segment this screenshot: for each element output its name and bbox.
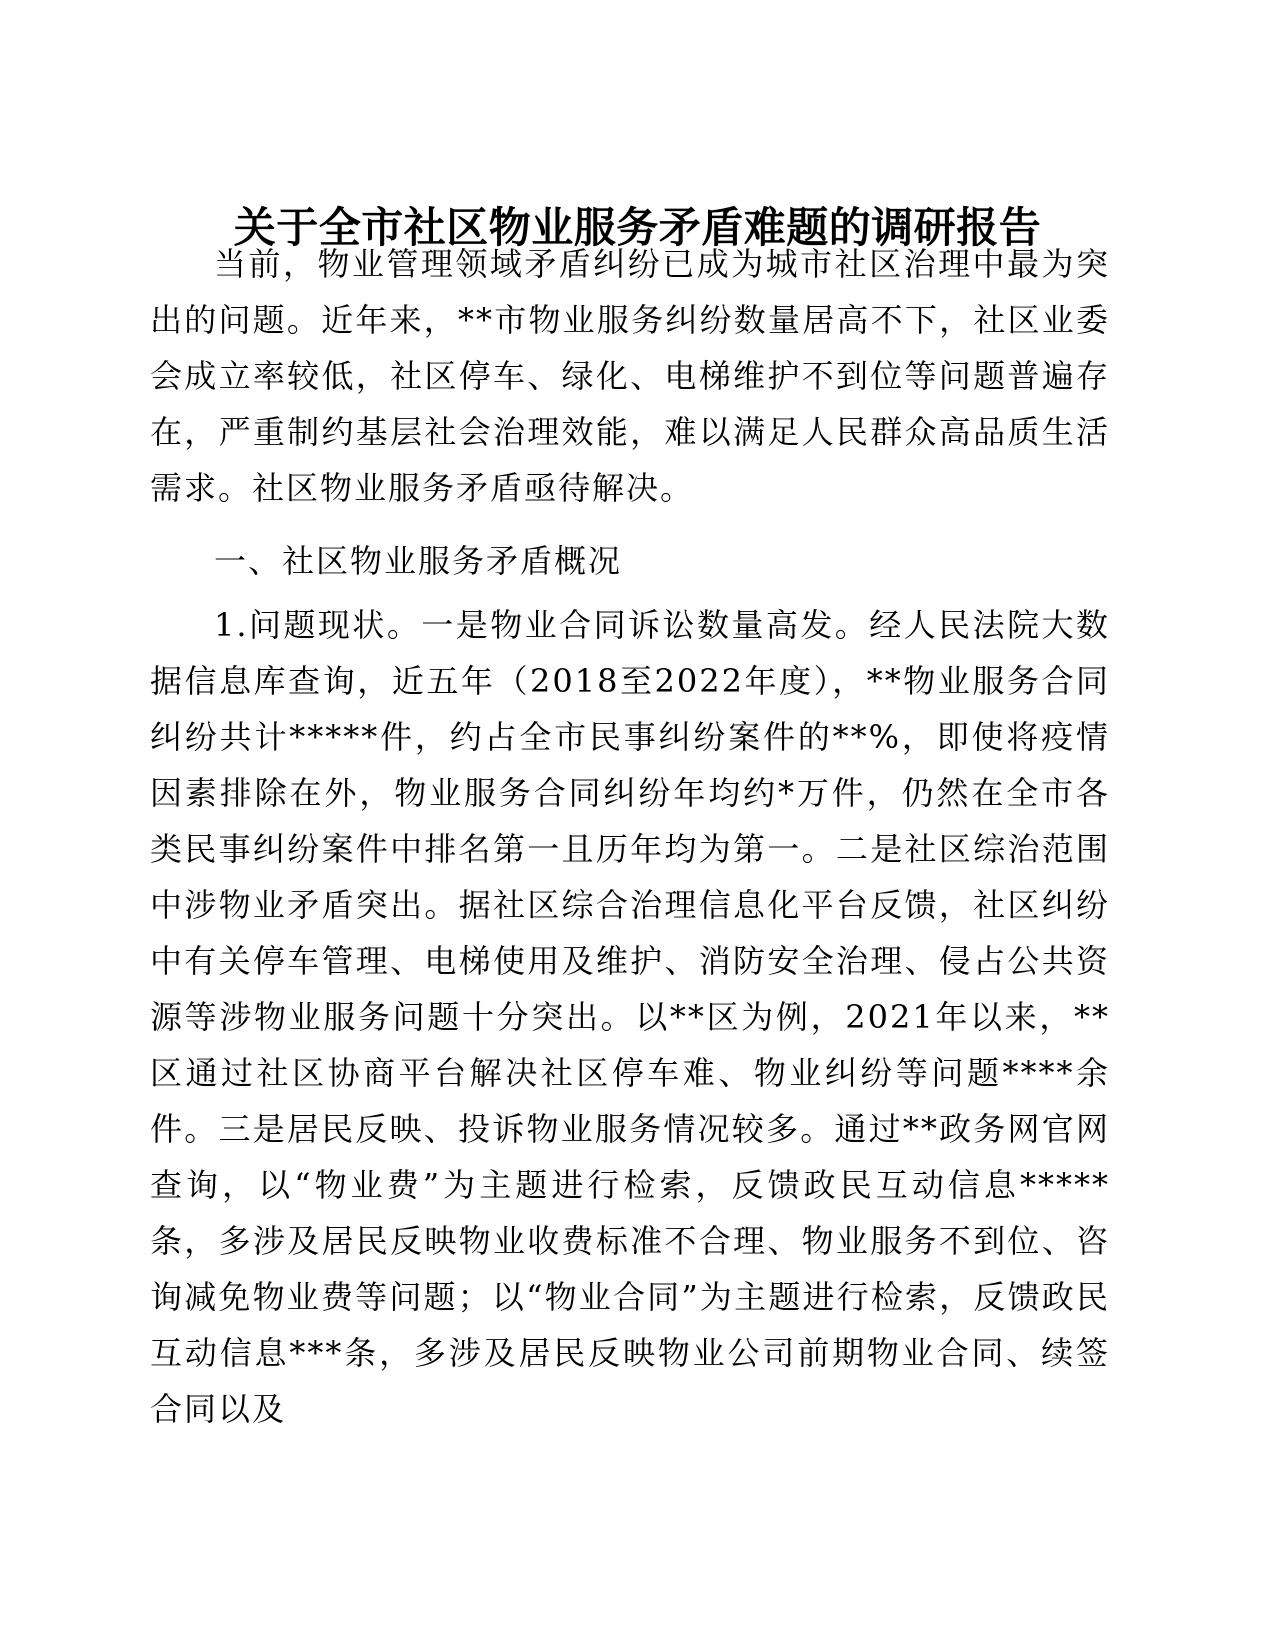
intro-paragraph: 当前，物业管理领域矛盾纠纷已成为城市社区治理中最为突出的问题。近年来，**市物业服务纠纷数量居高不下，社区业委会成立率较低，社区停车、绿化、电梯维护不到位等问题普遍存在，严重制约基层社会治理效能，难以满足人民群众高品质生活需求。社区物业服务矛盾亟待解决。 xyxy=(150,245,1110,507)
problem-paragraph: 1.问题现状。一是物业合同诉讼数量高发。经人民法院大数据信息库查询，近五年（2018至2022年度），**物业服务合同纠纷共计*****件，约占全市民事纠纷案件的**%，即使将疫情因素排除在外，物业服务合同纠纷年均约*万件，仍然在全市各类民事纠纷案件中排名第一且历年均为第一。二是社区综治范围中涉物业矛盾突出。据社区综合治理信息化平台反馈，社区纠纷中有关停车管理、电梯使用及维护、消防安全治理、侵占公共资源等涉物业服务问题十分突出。以**区为例，2021年以来，**区通过社区协商平台解决社区停车难、物业纠纷等问题****余件。三是居民反映、投诉物业服务情况较多。通过**政务网官网查询，以“物业费”为主题进行检索，反馈政民互动信息*****条，多涉及居民反映物业收费标准不合理、物业服务不到位、咨询减免物业费等问题；以“物业合同”为主题进行检索，反馈政民互动信息***条，多涉及居民反映物业公司前期物业合同、续签合同以及 xyxy=(150,606,1110,1428)
problem-section xyxy=(150,597,1110,1437)
section-heading: 一、社区物业服务矛盾概况 xyxy=(214,542,623,580)
document-title: 关于全市社区物业服务矛盾难题的调研报告 xyxy=(233,203,1042,253)
intro-section xyxy=(150,236,1110,516)
